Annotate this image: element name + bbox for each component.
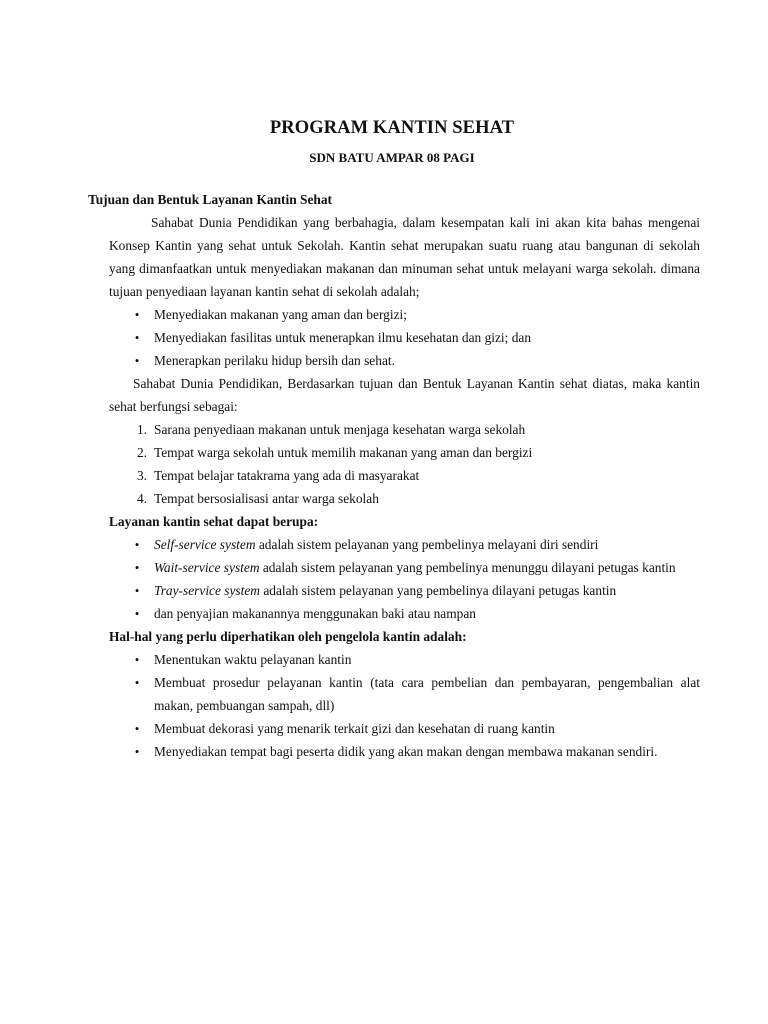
list-item: 4. Tempat bersosialisasi antar warga sekolah [109, 487, 700, 510]
service-term: Self-service system [154, 537, 256, 552]
functions-list [109, 418, 700, 510]
bullet-icon: • [134, 606, 140, 621]
list-item [109, 579, 700, 602]
bullet-icon: • [134, 675, 140, 690]
services-list [109, 533, 700, 625]
list-item: 1. Sarana penyediaan makanan untuk menjaga kesehatan warga sekolah [109, 418, 700, 441]
service-description: adalah sistem pelayanan yang pembelinya melayani diri sendiri [255, 537, 599, 552]
document-title: PROGRAM KANTIN SEHAT [269, 118, 515, 138]
list-item: • Menerapkan perilaku hidup bersih dan sehat. [109, 349, 700, 372]
section-tujuan-body [109, 211, 700, 763]
list-item: • Menyediakan fasilitas untuk menerapkan ilmu kesehatan dan gizi; dan [109, 326, 700, 349]
list-item: • Membuat dekorasi yang menarik terkait gizi dan kesehatan di ruang kantin [109, 717, 700, 740]
list-number: 1. [136, 422, 147, 437]
list-item: 2. Tempat warga sekolah untuk memilih makanan yang aman dan bergizi [109, 441, 700, 464]
list-item [109, 556, 700, 579]
service-description: adalah sistem pelayanan yang pembelinya menunggu dilayani petugas kantin [259, 560, 676, 575]
bullet-icon: • [134, 560, 140, 575]
manager-items-list [109, 648, 700, 763]
section-heading-layanan: Layanan kantin sehat dapat berupa: [109, 514, 319, 529]
bullet-icon: • [134, 537, 140, 552]
list-number: 3. [136, 468, 147, 483]
bullet-icon: • [134, 721, 140, 736]
document-subtitle: SDN BATU AMPAR 08 PAGI [309, 150, 475, 165]
service-description: adalah sistem pelayanan yang pembelinya dilayani petugas kantin [259, 583, 617, 598]
list-item [109, 533, 700, 556]
list-number: 4. [136, 491, 147, 506]
section-heading-tujuan: Tujuan dan Bentuk Layanan Kantin Sehat [88, 192, 332, 207]
bullet-icon: • [134, 353, 140, 368]
list-item: • Menentukan waktu pelayanan kantin [109, 648, 700, 671]
list-item: 3. Tempat belajar tatakrama yang ada di masyarakat [109, 464, 700, 487]
bullet-icon: • [134, 744, 140, 759]
list-item: • Menyediakan tempat bagi peserta didik yang akan makan dengan membawa makanan sendiri. [109, 740, 700, 763]
intro-paragraph: Sahabat Dunia Pendidikan yang berbahagia, dalam kesempatan kali ini akan kita bahas mengenai Konsep Kantin yang sehat untuk Sekolah. Kantin sehat merupakan suatu ruang atau bangunan di sekolah yang dimanfaatkan untuk menyediakan makanan dan minuman sehat untuk melayani warga sekolah. dimana tujuan penyediaan layanan kantin sehat di sekolah adalah; [109, 215, 700, 299]
list-item: • Membuat prosedur pelayanan kantin (tata cara pembelian dan pembayaran, pengembalian alat makan, pembuangan sampah, dll) [109, 671, 700, 717]
list-number: 2. [136, 445, 147, 460]
functions-intro-paragraph: Sahabat Dunia Pendidikan, Berdasarkan tujuan dan Bentuk Layanan Kantin sehat diatas, maka kantin sehat berfungsi sebagai: [109, 376, 700, 414]
bullet-icon: • [134, 652, 140, 667]
document-body [88, 188, 700, 763]
service-term: Tray-service system [154, 583, 260, 598]
bullet-icon: • [134, 583, 140, 598]
service-description: dan penyajian makanannya menggunakan baki atau nampan [154, 606, 476, 621]
bullet-icon: • [134, 330, 140, 345]
list-item: • Menyediakan makanan yang aman dan bergizi; [109, 303, 700, 326]
list-item [109, 602, 700, 625]
service-term: Wait-service system [154, 560, 260, 575]
section-heading-pengelola: Hal-hal yang perlu diperhatikan oleh pengelola kantin adalah: [109, 629, 467, 644]
goals-list [109, 303, 700, 372]
bullet-icon: • [134, 307, 140, 322]
